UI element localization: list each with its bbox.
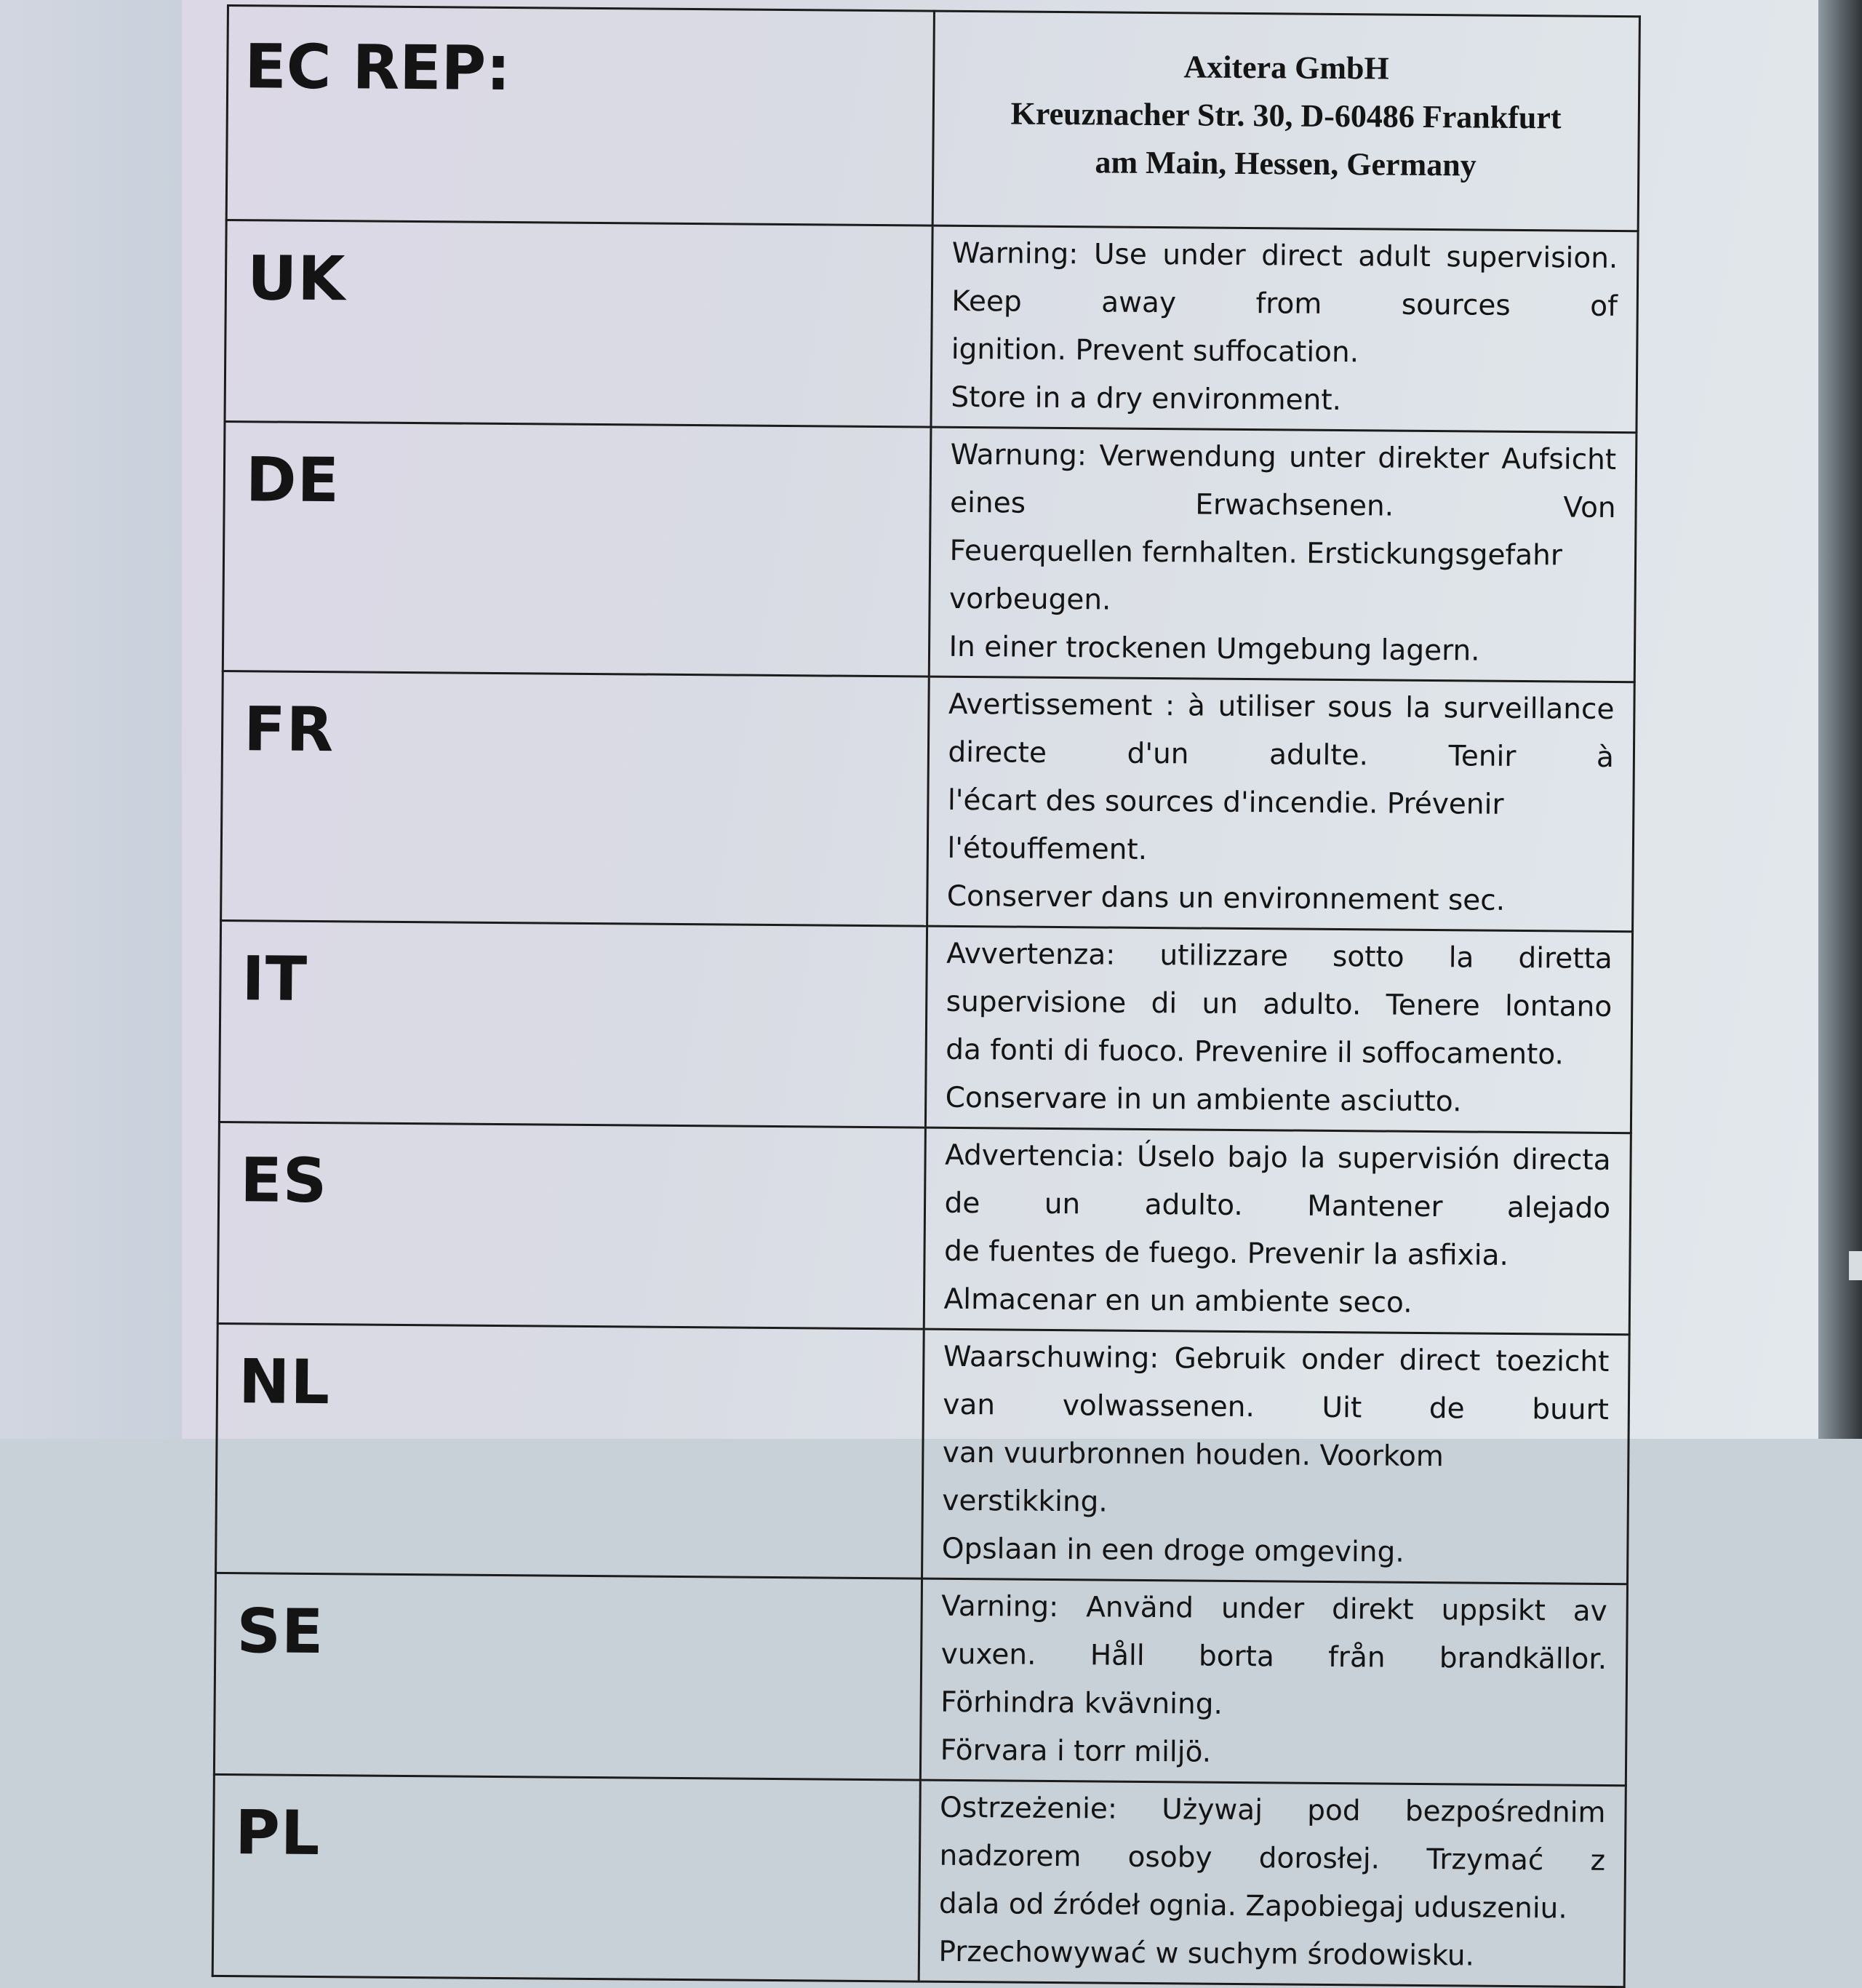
right-edge-mark — [1849, 1251, 1862, 1280]
storage-line: Conserver dans un environnement sec. — [946, 879, 1506, 917]
warning-line: Avvertenza: utilizzare sotto la diretta supervisione di un adulto. Tenere lontano — [946, 937, 1613, 1023]
warning-text — [922, 1329, 1629, 1584]
country-code: SE — [214, 1573, 922, 1780]
table-row — [221, 671, 1635, 931]
storage-line: In einer trockenen Umgebung lagern. — [948, 630, 1480, 668]
warning-line: dala od źródeł ognia. Zapobiegaj uduszeniu. — [938, 1887, 1567, 1925]
table-row — [217, 1122, 1631, 1334]
table-row — [212, 1774, 1626, 1987]
warning-line: Varning: Använd under direkt uppsikt av vuxen. Håll borta från brandkällor. — [940, 1589, 1607, 1676]
warning-line: de fuentes de fuego. Prevenir la asfixia. — [943, 1234, 1509, 1272]
warning-line: ignition. Prevent suffocation. — [951, 332, 1359, 370]
table-row — [214, 1573, 1627, 1785]
storage-line: Almacenar en un ambiente seco. — [943, 1282, 1413, 1320]
country-code: PL — [212, 1774, 920, 1981]
table-row — [225, 220, 1638, 433]
warning-line: Avertissement : à utiliser sous la surveillance directe d'un adulte. Tenir à — [948, 687, 1615, 775]
warning-line: Ostrzeżenie: Używaj pod bezpośrednim nadzorem osoby dorosłej. Trzymać z — [939, 1791, 1606, 1877]
ec-rep-company: Axitera GmbH — [1183, 49, 1389, 87]
storage-line: Przechowywać w suchym środowisku. — [938, 1935, 1475, 1973]
ec-rep-address-line1: Kreuznacher Str. 30, D-60486 Frankfurt — [1010, 95, 1562, 136]
country-code: NL — [216, 1323, 924, 1578]
storage-line: Store in a dry environment. — [951, 380, 1342, 418]
warning-label-table — [212, 4, 1641, 1988]
country-code: DE — [223, 421, 930, 676]
ec-rep-address-line2: am Main, Hessen, Germany — [1095, 144, 1477, 183]
background-right-edge — [1818, 0, 1862, 1439]
ec-rep-address — [932, 11, 1640, 231]
warning-line: Feuerquellen fernhalten. Erstickungsgefahr vorbeugen. — [948, 534, 1563, 617]
warning-line: da fonti di fuoco. Prevenire il soffocamento. — [946, 1033, 1565, 1071]
warning-line: l'écart des sources d'incendie. Prévenir l'étouffement. — [947, 783, 1504, 866]
warning-text — [930, 225, 1638, 433]
warning-line: van vuurbronnen houden. Voorkom verstikking. — [942, 1436, 1445, 1519]
storage-line: Förvara i torr miljö. — [940, 1733, 1212, 1769]
country-code: FR — [221, 671, 929, 926]
warning-text — [927, 676, 1634, 932]
ec-rep-label: EC REP: — [226, 6, 934, 226]
warning-text — [919, 1780, 1626, 1987]
warning-text — [929, 427, 1637, 682]
country-code: IT — [219, 920, 927, 1127]
table-row — [219, 920, 1632, 1133]
warning-text — [925, 926, 1633, 1133]
warning-line: Warnung: Verwendung unter direkter Aufsicht eines Erwachsenen. Von — [949, 438, 1617, 525]
table-row — [223, 421, 1637, 682]
warning-line: Advertencia: Úselo bajo la supervisión directa de un adulto. Mantener alejado — [944, 1138, 1611, 1225]
country-code: ES — [217, 1122, 925, 1329]
warning-text — [924, 1127, 1631, 1335]
warning-line: Waarschuwing: Gebruik onder direct toezicht van volwassenen. Uit de buurt — [943, 1340, 1610, 1426]
storage-line: Conservare in un ambiente asciutto. — [945, 1081, 1462, 1119]
warning-line: Förhindra kvävning. — [940, 1685, 1223, 1721]
country-code: UK — [225, 220, 932, 428]
table-row — [216, 1323, 1630, 1584]
ec-rep-row — [226, 6, 1639, 231]
warning-line: Warning: Use under direct adult supervision. Keep away from sources of — [951, 236, 1618, 324]
warning-text — [920, 1578, 1628, 1786]
storage-line: Opslaan in een droge omgeving. — [941, 1532, 1405, 1569]
